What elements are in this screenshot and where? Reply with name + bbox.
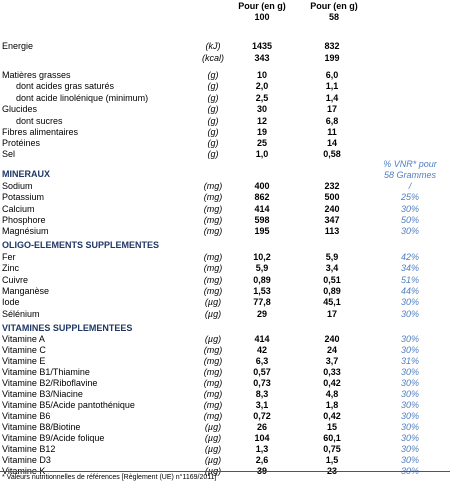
nutrient-row-unit: (mg) [203, 378, 223, 388]
vnr-value: 30% [400, 400, 419, 410]
nutrient-row-value-100g: 400 [254, 181, 270, 191]
vnr-value: 30% [400, 297, 419, 307]
nutrient-row-value-100g: 862 [254, 192, 270, 202]
nutrient-row-unit: (µg) [204, 309, 222, 319]
nutrient-row-value-58g: 0,33 [323, 367, 341, 377]
macro-row-unit: (g) [207, 81, 219, 91]
nutrient-row-value-100g: 10,2 [253, 252, 271, 262]
nutrient-row-value-100g: 42 [256, 345, 267, 355]
vnr-value: 30% [400, 433, 419, 443]
nutrient-row-value-100g: 414 [254, 204, 270, 214]
nutrient-row-value-100g: 26 [256, 422, 267, 432]
macro-row-value-58g: 0,58 [323, 149, 341, 159]
nutrient-row-value-100g: 29 [256, 309, 267, 319]
macro-row-label: dont acide linolénique (minimum) [16, 93, 149, 103]
nutrient-row-value-58g: 60,1 [323, 433, 341, 443]
nutrient-row-label: Vitamine B6 [2, 411, 51, 421]
nutrient-row-value-100g: 8,3 [255, 389, 269, 399]
macro-row-value-100g: 2,0 [255, 81, 269, 91]
nutrient-row-unit: (mg) [203, 275, 223, 285]
nutrient-row-label: Manganèse [2, 286, 50, 296]
nutrient-row-label: Zinc [2, 263, 20, 273]
nutrient-row-value-58g: 0,89 [323, 286, 341, 296]
nutrient-row-label: Vitamine B1/Thiamine [2, 367, 90, 377]
macro-row-unit: (g) [207, 93, 219, 103]
nutrient-row-value-58g: 5,9 [325, 252, 339, 262]
macro-row-unit: (g) [207, 104, 219, 114]
nutrient-row-value-100g: 0,73 [253, 378, 271, 388]
macro-row-unit: (g) [207, 138, 219, 148]
nutrient-row-value-100g: 77,8 [253, 297, 271, 307]
nutrient-row-unit: (mg) [203, 286, 223, 296]
vnr-value: 30% [400, 378, 419, 388]
nutrient-row-label: Vitamine D3 [2, 455, 51, 465]
nutrient-row-value-100g: 1,3 [255, 444, 269, 454]
vnr-value: 30% [400, 444, 419, 454]
nutrient-row-unit: (mg) [203, 215, 223, 225]
nutrient-row-value-100g: 3,1 [255, 400, 269, 410]
vnr-value: 34% [400, 263, 419, 273]
vnr-value: 31% [400, 356, 419, 366]
nutrient-row-value-58g: 0,42 [323, 411, 341, 421]
nutrient-row-value-58g: 4,8 [325, 389, 339, 399]
energy-kj-value-100g: 1435 [251, 41, 273, 51]
col2-header-line2: 58 [328, 12, 339, 22]
nutrient-row-value-58g: 45,1 [323, 297, 341, 307]
nutrient-row-value-100g: 195 [254, 226, 270, 236]
nutrient-row-unit: (µg) [204, 433, 222, 443]
nutrient-row-label: Vitamine B8/Biotine [2, 422, 81, 432]
vnr-header-line1: % VNR* pour [383, 159, 437, 169]
vnr-value: 30% [400, 204, 419, 214]
nutrient-row-value-58g: 1,5 [325, 455, 339, 465]
nutrient-row-label: Vitamine B5/Acide pantothénique [2, 400, 135, 410]
nutrient-row-value-100g: 1,53 [253, 286, 271, 296]
nutrient-row-value-100g: 0,57 [253, 367, 271, 377]
nutrient-row-value-58g: 0,51 [323, 275, 341, 285]
nutrient-row-value-58g: 232 [324, 181, 340, 191]
nutrient-row-unit: (mg) [203, 345, 223, 355]
macro-row-label: Protéines [2, 138, 41, 148]
vnr-value: 25% [400, 192, 419, 202]
vnr-value: 42% [400, 252, 419, 262]
footnote-divider [0, 471, 450, 472]
nutrient-row-unit: (mg) [203, 252, 223, 262]
nutrient-row-value-100g: 104 [254, 433, 270, 443]
vnr-value: 51% [400, 275, 419, 285]
macro-row-value-100g: 12 [256, 116, 267, 126]
macro-row-value-100g: 30 [256, 104, 267, 114]
col1-header-line2: 100 [254, 12, 270, 22]
nutrient-row-value-58g: 347 [324, 215, 340, 225]
nutrient-row-label: Fer [2, 252, 16, 262]
nutrient-row-value-58g: 0,42 [323, 378, 341, 388]
nutrient-row-value-100g: 414 [254, 334, 270, 344]
nutrient-row-label: Sodium [2, 181, 33, 191]
nutrient-row-value-58g: 113 [324, 226, 340, 236]
nutrient-row-value-100g: 2,6 [255, 455, 269, 465]
nutrient-row-unit: (mg) [203, 367, 223, 377]
macro-row-unit: (g) [207, 116, 219, 126]
nutrient-row-unit: (µg) [204, 455, 222, 465]
macro-row-unit: (g) [207, 70, 219, 80]
nutrient-row-label: Phosphore [2, 215, 46, 225]
footnote: * Valeurs nutritionnelles de références [Règlement (UE) n°1169/2011] [2, 474, 217, 481]
macro-row-unit: (g) [207, 127, 219, 137]
vnr-header-line2: 58 Grammes [383, 170, 436, 180]
col2-header-line1: Pour (en g) [310, 1, 358, 11]
nutrient-row-value-58g: 3,7 [325, 356, 339, 366]
nutrient-row-value-100g: 5,9 [255, 263, 269, 273]
macro-row-value-58g: 1,1 [325, 81, 339, 91]
macro-row-value-58g: 14 [326, 138, 337, 148]
nutrient-row-unit: (mg) [203, 204, 223, 214]
vnr-value: 30% [400, 367, 419, 377]
nutrient-row-value-100g: 0,72 [253, 411, 271, 421]
nutrient-row-value-58g: 15 [326, 422, 337, 432]
vnr-value: 50% [400, 215, 419, 225]
energy-kj-unit: (kJ) [205, 41, 221, 51]
nutrient-row-label: Magnésium [2, 226, 49, 236]
nutrient-row-label: Calcium [2, 204, 35, 214]
macro-row-unit: (g) [207, 149, 219, 159]
nutrient-row-unit: (mg) [203, 389, 223, 399]
nutrient-row-value-58g: 3,4 [325, 263, 339, 273]
section-title: OLIGO-ELEMENTS SUPPLEMENTES [2, 240, 160, 250]
nutrient-row-unit: (mg) [203, 411, 223, 421]
nutrient-row-label: Iode [2, 297, 20, 307]
nutrient-row-value-58g: 1,8 [325, 400, 339, 410]
nutrient-row-value-100g: 0,89 [253, 275, 271, 285]
vnr-value: 30% [400, 389, 419, 399]
vnr-value: 30% [400, 466, 419, 476]
nutrient-row-value-58g: 240 [324, 204, 340, 214]
nutrient-row-unit: (µg) [204, 444, 222, 454]
nutrient-row-unit: (mg) [203, 400, 223, 410]
nutrient-row-unit: (mg) [203, 263, 223, 273]
nutrient-row-value-58g: 17 [326, 309, 337, 319]
energy-kcal-value-100g: 343 [254, 53, 270, 63]
nutrient-row-value-58g: 500 [324, 192, 340, 202]
macro-row-label: Sel [2, 149, 16, 159]
vnr-value: 44% [400, 286, 419, 296]
vnr-value: 30% [400, 226, 419, 236]
nutrient-row-value-100g: 598 [254, 215, 270, 225]
macro-row-value-100g: 19 [256, 127, 267, 137]
macro-row-value-100g: 25 [256, 138, 267, 148]
vnr-value: 30% [400, 411, 419, 421]
vnr-value: 30% [400, 345, 419, 355]
nutrient-row-unit: (µg) [204, 466, 222, 476]
nutrient-row-value-100g: 39 [256, 466, 267, 476]
nutrient-row-label: Vitamine B2/Riboflavine [2, 378, 98, 388]
nutrient-row-value-58g: 0,75 [323, 444, 341, 454]
vnr-value: 30% [400, 309, 419, 319]
nutrient-row-unit: (mg) [203, 356, 223, 366]
nutrient-row-label: Vitamine B9/Acide folique [2, 433, 105, 443]
macro-row-label: dont sucres [16, 116, 63, 126]
energy-kj-label: Energie [2, 41, 34, 51]
section-title: VITAMINES SUPPLEMENTEES [2, 323, 133, 333]
section-title: MINERAUX [2, 169, 51, 179]
nutrient-row-label: Vitamine B12 [2, 444, 56, 454]
nutrient-row-value-58g: 23 [326, 466, 337, 476]
nutrient-row-label: Cuivre [2, 275, 29, 285]
col1-header-line1: Pour (en g) [238, 1, 286, 11]
nutrient-row-label: Vitamine C [2, 345, 46, 355]
energy-kcal-unit: (kcal) [202, 53, 224, 63]
nutrient-row-value-58g: 24 [326, 345, 337, 355]
vnr-value: 30% [400, 455, 419, 465]
energy-kj-value-58g: 832 [324, 41, 340, 51]
macro-row-value-58g: 6,8 [325, 116, 339, 126]
macro-row-label: dont acides gras saturés [16, 81, 115, 91]
nutrient-row-unit: (µg) [204, 422, 222, 432]
macro-row-value-58g: 17 [326, 104, 337, 114]
vnr-value: 30% [400, 422, 419, 432]
macro-row-value-100g: 10 [256, 70, 267, 80]
nutrient-row-label: Sélénium [2, 309, 40, 319]
nutrient-row-label: Vitamine E [2, 356, 46, 366]
nutrient-row-unit: (µg) [204, 334, 222, 344]
macro-row-value-100g: 1,0 [255, 149, 269, 159]
nutrient-row-unit: (µg) [204, 297, 222, 307]
nutrient-row-value-100g: 6,3 [255, 356, 269, 366]
nutrient-row-unit: (mg) [203, 226, 223, 236]
macro-row-value-58g: 6,0 [325, 70, 339, 80]
nutrient-row-unit: (mg) [203, 181, 223, 191]
nutrient-row-label: Vitamine B3/Niacine [2, 389, 83, 399]
nutrient-row-value-58g: 240 [324, 334, 340, 344]
macro-row-label: Fibres alimentaires [2, 127, 79, 137]
macro-row-label: Glucides [2, 104, 38, 114]
macro-row-label: Matières grasses [2, 70, 71, 80]
macro-row-value-58g: 1,4 [325, 93, 339, 103]
macro-row-value-58g: 11 [327, 127, 337, 137]
nutrient-row-label: Potassium [2, 192, 45, 202]
nutrient-row-label: Vitamine A [2, 334, 45, 344]
nutrient-row-unit: (mg) [203, 192, 223, 202]
macro-row-value-100g: 2,5 [255, 93, 269, 103]
vnr-value: 30% [400, 334, 419, 344]
nutrient-row-label: Vitamine K [2, 466, 46, 476]
energy-kcal-value-58g: 199 [324, 53, 340, 63]
vnr-header-line3: / [408, 181, 412, 191]
